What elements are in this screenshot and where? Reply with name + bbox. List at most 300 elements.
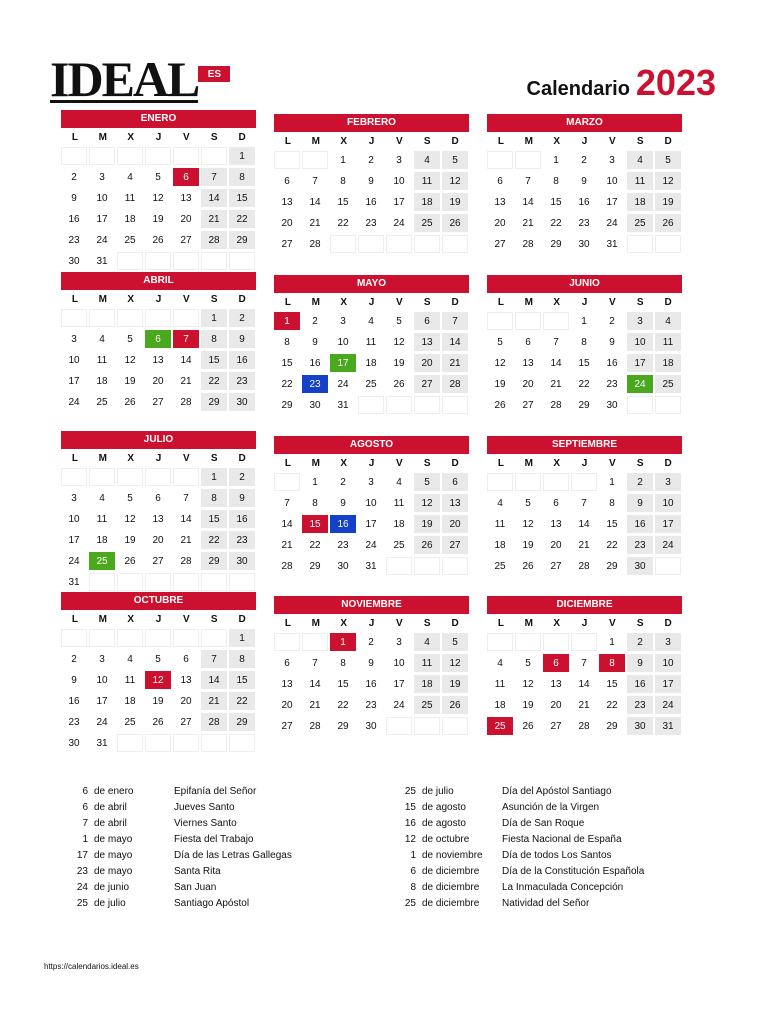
empty-day-cell bbox=[201, 734, 227, 752]
day-cell: 29 bbox=[229, 231, 255, 249]
holiday-day: 25 bbox=[404, 897, 416, 909]
empty-day-cell bbox=[274, 151, 300, 169]
day-cell: 7 bbox=[302, 172, 328, 190]
day-cell: 15 bbox=[201, 351, 227, 369]
day-cell: 2 bbox=[229, 468, 255, 486]
day-cell: 23 bbox=[330, 536, 356, 554]
month-marzo bbox=[487, 114, 682, 253]
empty-day-cell bbox=[655, 235, 681, 253]
day-cell: 22 bbox=[330, 696, 356, 714]
month-header: SEPTIEMBRE bbox=[487, 436, 682, 454]
day-cell: 28 bbox=[274, 557, 300, 575]
holiday-day: 16 bbox=[404, 817, 416, 829]
day-cell: 22 bbox=[201, 372, 227, 390]
day-grid bbox=[61, 468, 256, 591]
empty-day-cell bbox=[358, 235, 384, 253]
holiday-column-left bbox=[68, 783, 292, 911]
day-cell: 20 bbox=[543, 696, 569, 714]
weekday-label: S bbox=[423, 136, 431, 147]
day-cell: 19 bbox=[442, 675, 468, 693]
day-cell: 12 bbox=[386, 333, 412, 351]
day-cell: 8 bbox=[330, 654, 356, 672]
day-cell: 3 bbox=[358, 473, 384, 491]
weekday-label: M bbox=[98, 453, 107, 464]
day-cell: 3 bbox=[655, 473, 681, 491]
empty-day-cell bbox=[117, 252, 143, 270]
holiday-month: de abril bbox=[94, 817, 127, 829]
weekday-label: D bbox=[664, 136, 672, 147]
day-cell: 16 bbox=[61, 692, 87, 710]
day-cell: 29 bbox=[229, 713, 255, 731]
weekday-label: S bbox=[210, 614, 218, 625]
weekday-label: J bbox=[155, 453, 162, 464]
day-cell: 6 bbox=[515, 333, 541, 351]
day-cell: 4 bbox=[117, 168, 143, 186]
empty-day-cell bbox=[145, 147, 171, 165]
day-cell: 25 bbox=[627, 214, 653, 232]
day-cell: 19 bbox=[414, 515, 440, 533]
day-cell: 1 bbox=[599, 473, 625, 491]
day-cell: 22 bbox=[599, 536, 625, 554]
day-cell: 14 bbox=[173, 351, 199, 369]
month-header: FEBRERO bbox=[274, 114, 469, 132]
weekday-header-row bbox=[61, 449, 256, 468]
day-cell: 19 bbox=[442, 193, 468, 211]
day-cell: 6 bbox=[145, 489, 171, 507]
day-cell: 10 bbox=[599, 172, 625, 190]
holiday-month: de julio bbox=[422, 785, 454, 797]
weekday-label: D bbox=[664, 297, 672, 308]
day-cell: 19 bbox=[145, 210, 171, 228]
weekday-header-row bbox=[487, 614, 682, 633]
empty-day-cell bbox=[627, 235, 653, 253]
day-cell: 2 bbox=[61, 650, 87, 668]
day-cell: 9 bbox=[330, 494, 356, 512]
holiday-row bbox=[396, 879, 644, 895]
day-cell: 11 bbox=[627, 172, 653, 190]
day-cell: 18 bbox=[358, 354, 384, 372]
day-cell: 18 bbox=[655, 354, 681, 372]
weekday-label: X bbox=[127, 132, 134, 143]
day-cell: 28 bbox=[442, 375, 468, 393]
holiday-row bbox=[396, 863, 644, 879]
day-cell: 12 bbox=[515, 675, 541, 693]
holiday-row bbox=[396, 799, 644, 815]
day-cell: 23 bbox=[61, 231, 87, 249]
day-cell: 7 bbox=[543, 333, 569, 351]
title-year: 2023 bbox=[635, 62, 716, 103]
day-cell: 15 bbox=[229, 671, 255, 689]
day-cell: 20 bbox=[543, 536, 569, 554]
holiday-month: de mayo bbox=[94, 833, 133, 845]
empty-day-cell bbox=[543, 633, 569, 651]
day-cell: 2 bbox=[571, 151, 597, 169]
day-cell: 8 bbox=[599, 654, 625, 672]
day-cell: 20 bbox=[515, 375, 541, 393]
day-cell: 11 bbox=[89, 510, 115, 528]
month-header: DICIEMBRE bbox=[487, 596, 682, 614]
weekday-header-row bbox=[274, 454, 469, 473]
day-cell: 31 bbox=[599, 235, 625, 253]
day-cell: 6 bbox=[487, 172, 513, 190]
weekday-label: M bbox=[524, 458, 533, 469]
empty-day-cell bbox=[173, 147, 199, 165]
day-cell: 13 bbox=[515, 354, 541, 372]
holiday-name: Santiago Apóstol bbox=[174, 897, 250, 909]
day-cell: 18 bbox=[89, 531, 115, 549]
day-cell: 2 bbox=[229, 309, 255, 327]
day-cell: 26 bbox=[414, 536, 440, 554]
weekday-label: X bbox=[553, 618, 560, 629]
empty-day-cell bbox=[145, 629, 171, 647]
day-cell: 9 bbox=[229, 330, 255, 348]
day-cell: 23 bbox=[358, 696, 384, 714]
day-cell: 17 bbox=[89, 210, 115, 228]
day-cell: 4 bbox=[487, 494, 513, 512]
month-header: ABRIL bbox=[61, 272, 256, 290]
day-cell: 9 bbox=[627, 654, 653, 672]
holiday-row bbox=[68, 799, 292, 815]
day-cell: 6 bbox=[145, 330, 171, 348]
day-cell: 29 bbox=[571, 396, 597, 414]
day-cell: 30 bbox=[229, 552, 255, 570]
holiday-row bbox=[68, 783, 292, 799]
day-cell: 25 bbox=[89, 552, 115, 570]
holiday-month: de agosto bbox=[422, 817, 466, 829]
day-cell: 10 bbox=[89, 671, 115, 689]
day-cell: 21 bbox=[274, 536, 300, 554]
day-cell: 17 bbox=[655, 675, 681, 693]
holiday-name: Natividad del Señor bbox=[502, 897, 590, 909]
day-cell: 15 bbox=[330, 675, 356, 693]
month-header: JULIO bbox=[61, 431, 256, 449]
day-cell: 19 bbox=[487, 375, 513, 393]
day-cell: 26 bbox=[386, 375, 412, 393]
empty-day-cell bbox=[173, 468, 199, 486]
day-grid bbox=[61, 629, 256, 752]
month-julio bbox=[61, 431, 256, 591]
day-cell: 3 bbox=[89, 650, 115, 668]
footer-url[interactable]: https://calendarios.ideal.es bbox=[44, 962, 139, 971]
empty-day-cell bbox=[201, 573, 227, 591]
weekday-label: M bbox=[524, 297, 533, 308]
day-grid bbox=[61, 147, 256, 270]
day-cell: 12 bbox=[487, 354, 513, 372]
weekday-label: L bbox=[497, 618, 504, 629]
month-abril bbox=[61, 272, 256, 411]
day-cell: 15 bbox=[599, 675, 625, 693]
day-cell: 23 bbox=[302, 375, 328, 393]
day-cell: 16 bbox=[627, 515, 653, 533]
day-cell: 14 bbox=[201, 189, 227, 207]
day-cell: 15 bbox=[571, 354, 597, 372]
day-cell: 10 bbox=[61, 351, 87, 369]
day-cell: 21 bbox=[302, 696, 328, 714]
day-cell: 28 bbox=[201, 713, 227, 731]
weekday-label: J bbox=[155, 614, 162, 625]
month-header: JUNIO bbox=[487, 275, 682, 293]
day-cell: 20 bbox=[442, 515, 468, 533]
day-cell: 31 bbox=[330, 396, 356, 414]
empty-day-cell bbox=[117, 629, 143, 647]
day-cell: 21 bbox=[201, 692, 227, 710]
day-cell: 7 bbox=[274, 494, 300, 512]
day-cell: 24 bbox=[61, 393, 87, 411]
weekday-label: S bbox=[636, 297, 644, 308]
day-cell: 18 bbox=[117, 692, 143, 710]
empty-day-cell bbox=[543, 473, 569, 491]
holiday-day: 24 bbox=[76, 881, 88, 893]
weekday-label: S bbox=[423, 458, 431, 469]
day-cell: 1 bbox=[330, 151, 356, 169]
day-cell: 27 bbox=[145, 393, 171, 411]
empty-day-cell bbox=[627, 396, 653, 414]
day-cell: 23 bbox=[627, 536, 653, 554]
day-cell: 25 bbox=[117, 713, 143, 731]
weekday-label: S bbox=[210, 294, 218, 305]
day-cell: 6 bbox=[173, 168, 199, 186]
weekday-label: J bbox=[368, 618, 375, 629]
day-cell: 22 bbox=[571, 375, 597, 393]
empty-day-cell bbox=[414, 557, 440, 575]
holiday-name: Asunción de la Virgen bbox=[502, 801, 600, 813]
day-cell: 30 bbox=[627, 717, 653, 735]
day-cell: 2 bbox=[627, 473, 653, 491]
weekday-label: M bbox=[311, 618, 320, 629]
day-cell: 5 bbox=[487, 333, 513, 351]
empty-day-cell bbox=[442, 557, 468, 575]
empty-day-cell bbox=[229, 734, 255, 752]
empty-day-cell bbox=[145, 252, 171, 270]
weekday-label: V bbox=[609, 297, 616, 308]
day-cell: 26 bbox=[655, 214, 681, 232]
empty-day-cell bbox=[89, 573, 115, 591]
day-cell: 22 bbox=[201, 531, 227, 549]
day-cell: 21 bbox=[543, 375, 569, 393]
empty-day-cell bbox=[515, 473, 541, 491]
day-cell: 27 bbox=[414, 375, 440, 393]
day-cell: 11 bbox=[117, 189, 143, 207]
day-cell: 20 bbox=[274, 214, 300, 232]
weekday-label: V bbox=[609, 458, 616, 469]
empty-day-cell bbox=[302, 633, 328, 651]
holiday-day: 23 bbox=[76, 865, 88, 877]
day-cell: 20 bbox=[173, 210, 199, 228]
day-cell: 2 bbox=[599, 312, 625, 330]
day-cell: 30 bbox=[61, 734, 87, 752]
day-cell: 18 bbox=[414, 193, 440, 211]
day-cell: 3 bbox=[599, 151, 625, 169]
month-mayo bbox=[274, 275, 469, 414]
day-cell: 17 bbox=[358, 515, 384, 533]
empty-day-cell bbox=[117, 147, 143, 165]
empty-day-cell bbox=[487, 151, 513, 169]
empty-day-cell bbox=[515, 151, 541, 169]
empty-day-cell bbox=[358, 396, 384, 414]
day-cell: 24 bbox=[599, 214, 625, 232]
weekday-label: X bbox=[553, 458, 560, 469]
day-cell: 4 bbox=[487, 654, 513, 672]
day-cell: 19 bbox=[515, 536, 541, 554]
holiday-month: de diciembre bbox=[422, 865, 480, 877]
empty-day-cell bbox=[487, 312, 513, 330]
day-cell: 2 bbox=[358, 151, 384, 169]
day-cell: 6 bbox=[173, 650, 199, 668]
day-cell: 29 bbox=[302, 557, 328, 575]
day-cell: 14 bbox=[571, 675, 597, 693]
empty-day-cell bbox=[655, 557, 681, 575]
month-agosto bbox=[274, 436, 469, 575]
day-cell: 22 bbox=[229, 210, 255, 228]
day-cell: 26 bbox=[442, 214, 468, 232]
holiday-row bbox=[68, 895, 292, 911]
day-cell: 12 bbox=[145, 671, 171, 689]
empty-day-cell bbox=[89, 629, 115, 647]
day-cell: 16 bbox=[358, 193, 384, 211]
holiday-month: de enero bbox=[94, 785, 134, 797]
weekday-label: V bbox=[396, 297, 403, 308]
weekday-label: J bbox=[581, 618, 588, 629]
month-header: OCTUBRE bbox=[61, 592, 256, 610]
holiday-row bbox=[68, 831, 292, 847]
empty-day-cell bbox=[229, 252, 255, 270]
day-cell: 16 bbox=[229, 351, 255, 369]
holiday-name: Santa Rita bbox=[174, 865, 221, 877]
day-cell: 10 bbox=[655, 494, 681, 512]
weekday-header-row bbox=[274, 132, 469, 151]
empty-day-cell bbox=[386, 557, 412, 575]
weekday-header-row bbox=[487, 454, 682, 473]
day-cell: 16 bbox=[599, 354, 625, 372]
day-cell: 24 bbox=[89, 713, 115, 731]
day-cell: 7 bbox=[571, 654, 597, 672]
day-cell: 7 bbox=[302, 654, 328, 672]
holiday-row bbox=[396, 895, 644, 911]
day-grid bbox=[274, 633, 469, 735]
day-cell: 25 bbox=[487, 557, 513, 575]
day-cell: 14 bbox=[302, 675, 328, 693]
month-septiembre bbox=[487, 436, 682, 575]
weekday-label: S bbox=[636, 618, 644, 629]
day-cell: 29 bbox=[543, 235, 569, 253]
day-cell: 13 bbox=[487, 193, 513, 211]
holiday-name: Viernes Santo bbox=[174, 817, 237, 829]
day-cell: 26 bbox=[515, 717, 541, 735]
day-cell: 7 bbox=[173, 330, 199, 348]
holiday-month: de mayo bbox=[94, 849, 133, 861]
day-cell: 11 bbox=[117, 671, 143, 689]
empty-day-cell bbox=[414, 396, 440, 414]
day-cell: 10 bbox=[386, 172, 412, 190]
day-cell: 18 bbox=[89, 372, 115, 390]
day-cell: 17 bbox=[61, 372, 87, 390]
holiday-day: 17 bbox=[76, 849, 88, 861]
empty-day-cell bbox=[274, 473, 300, 491]
day-cell: 9 bbox=[61, 671, 87, 689]
holiday-name: Epifanía del Señor bbox=[174, 785, 257, 797]
day-cell: 3 bbox=[386, 151, 412, 169]
holiday-day: 6 bbox=[82, 785, 88, 797]
day-cell: 5 bbox=[414, 473, 440, 491]
holiday-day: 1 bbox=[82, 833, 88, 845]
day-cell: 17 bbox=[627, 354, 653, 372]
day-cell: 15 bbox=[599, 515, 625, 533]
weekday-label: S bbox=[636, 458, 644, 469]
day-cell: 24 bbox=[386, 696, 412, 714]
day-cell: 28 bbox=[173, 552, 199, 570]
holiday-row bbox=[68, 815, 292, 831]
day-cell: 27 bbox=[515, 396, 541, 414]
month-header: NOVIEMBRE bbox=[274, 596, 469, 614]
day-cell: 11 bbox=[414, 172, 440, 190]
empty-day-cell bbox=[201, 252, 227, 270]
holiday-name: Día de las Letras Gallegas bbox=[174, 849, 292, 861]
empty-day-cell bbox=[173, 573, 199, 591]
day-cell: 7 bbox=[571, 494, 597, 512]
day-cell: 22 bbox=[302, 536, 328, 554]
weekday-label: D bbox=[238, 132, 246, 143]
day-cell: 4 bbox=[655, 312, 681, 330]
holiday-day: 7 bbox=[82, 817, 88, 829]
holiday-name: Día de San Roque bbox=[502, 817, 585, 829]
day-cell: 11 bbox=[414, 654, 440, 672]
day-cell: 6 bbox=[543, 494, 569, 512]
title-label: Calendario bbox=[526, 78, 630, 100]
day-cell: 25 bbox=[117, 231, 143, 249]
day-cell: 9 bbox=[358, 172, 384, 190]
day-grid bbox=[487, 473, 682, 575]
weekday-label: J bbox=[581, 458, 588, 469]
empty-day-cell bbox=[173, 309, 199, 327]
day-cell: 4 bbox=[89, 489, 115, 507]
day-grid bbox=[274, 312, 469, 414]
empty-day-cell bbox=[89, 468, 115, 486]
weekday-label: V bbox=[396, 136, 403, 147]
empty-day-cell bbox=[145, 309, 171, 327]
day-cell: 16 bbox=[229, 510, 255, 528]
weekday-header-row bbox=[61, 610, 256, 629]
weekday-label: L bbox=[497, 458, 504, 469]
day-cell: 21 bbox=[515, 214, 541, 232]
day-cell: 11 bbox=[655, 333, 681, 351]
day-cell: 2 bbox=[302, 312, 328, 330]
day-cell: 12 bbox=[655, 172, 681, 190]
day-cell: 24 bbox=[89, 231, 115, 249]
day-cell: 28 bbox=[543, 396, 569, 414]
weekday-label: X bbox=[340, 618, 347, 629]
ideal-logo bbox=[50, 51, 230, 107]
empty-day-cell bbox=[229, 573, 255, 591]
logo-badge: ES bbox=[198, 66, 230, 82]
empty-day-cell bbox=[442, 396, 468, 414]
day-cell: 17 bbox=[386, 675, 412, 693]
day-cell: 24 bbox=[655, 536, 681, 554]
empty-day-cell bbox=[61, 629, 87, 647]
day-cell: 18 bbox=[487, 696, 513, 714]
day-cell: 29 bbox=[599, 557, 625, 575]
empty-day-cell bbox=[386, 235, 412, 253]
day-cell: 4 bbox=[89, 330, 115, 348]
holiday-day: 6 bbox=[82, 801, 88, 813]
day-cell: 12 bbox=[515, 515, 541, 533]
day-cell: 20 bbox=[173, 692, 199, 710]
day-cell: 4 bbox=[414, 633, 440, 651]
day-cell: 21 bbox=[201, 210, 227, 228]
day-cell: 20 bbox=[414, 354, 440, 372]
day-cell: 23 bbox=[358, 214, 384, 232]
day-cell: 7 bbox=[442, 312, 468, 330]
day-cell: 1 bbox=[330, 633, 356, 651]
